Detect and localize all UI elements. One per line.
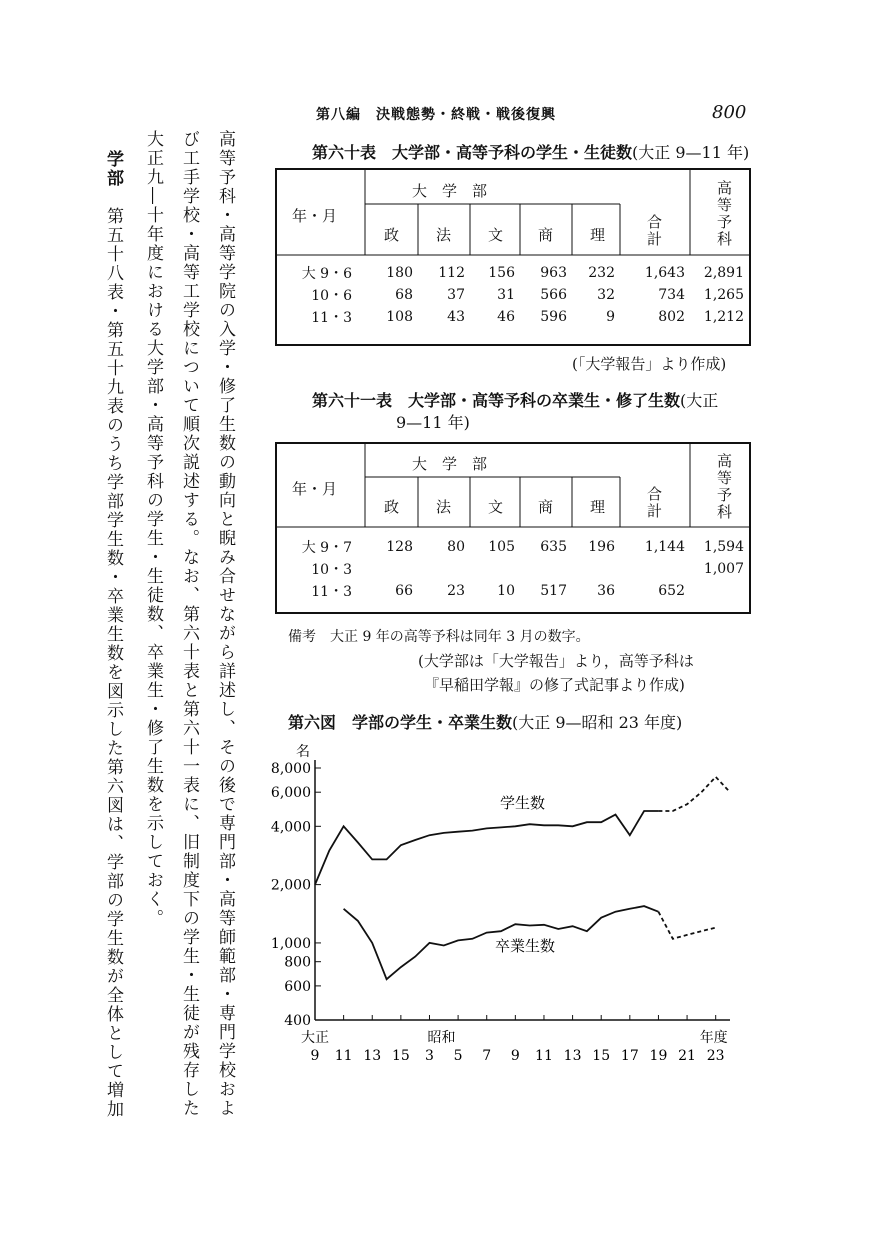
x-tick-label: 13 xyxy=(363,1048,382,1064)
y-tick-label: 2,000 xyxy=(270,877,311,894)
table61-source-line1: (大学部は「大学報告」より，高等予科は xyxy=(418,652,694,670)
table60-title xyxy=(312,140,749,163)
table-cell: 1,594 xyxy=(703,539,744,555)
table60-header-year: 年・月 xyxy=(292,207,338,225)
table-cell: 36 xyxy=(597,583,615,599)
table-cell: 652 xyxy=(658,583,685,599)
y-tick-label: 4,000 xyxy=(270,819,311,836)
table61-header-prep: 高等予科 xyxy=(715,453,733,521)
row-label: 10・3 xyxy=(311,562,352,578)
table60-header-prep: 高等予科 xyxy=(715,180,733,248)
y-tick-label: 400 xyxy=(284,1013,311,1029)
table-cell: 37 xyxy=(447,287,465,303)
table60-col-header: 文 xyxy=(488,226,504,244)
x-tick-label: 7 xyxy=(482,1048,492,1064)
x-tick-label: 3 xyxy=(425,1048,434,1064)
body-column-3 xyxy=(140,130,166,928)
y-tick-label: 800 xyxy=(284,954,311,971)
figure6-title-range: (大正 9—昭和 23 年度) xyxy=(512,713,683,732)
table-cell: 517 xyxy=(540,583,567,599)
table-cell: 566 xyxy=(540,287,567,303)
table60-header-univ: 大 学 部 xyxy=(412,182,488,200)
y-axis-unit-label: 名 xyxy=(296,744,310,760)
row-label: 大 9・6 xyxy=(301,266,352,282)
table61-col-header: 商 xyxy=(538,498,554,516)
x-tick-label: 5 xyxy=(453,1048,463,1064)
y-tick-label: 8,000 xyxy=(270,761,311,777)
body-column-4 xyxy=(100,150,126,1119)
table-cell: 31 xyxy=(497,287,515,303)
table61-col-header: 政 xyxy=(384,498,400,516)
y-tick-label: 1,000 xyxy=(270,935,311,952)
table-cell: 80 xyxy=(447,539,465,555)
series-label-students: 学生数 xyxy=(500,794,546,812)
table61-col-header: 法 xyxy=(436,498,452,516)
figure6-chart xyxy=(260,738,760,1078)
table61-col-header: 文 xyxy=(488,498,504,516)
x-tick-label: 21 xyxy=(678,1048,696,1064)
series-line-students xyxy=(315,811,658,885)
table-cell: 46 xyxy=(497,309,515,325)
x-tick-label: 11 xyxy=(334,1048,353,1064)
table-cell xyxy=(573,558,621,580)
body-column-2 xyxy=(176,130,202,1118)
table60-col-header: 政 xyxy=(384,226,400,244)
x-era-label: 昭和 xyxy=(427,1030,456,1046)
table60-col-header: 理 xyxy=(590,226,606,244)
x-tick-label: 9 xyxy=(510,1048,520,1064)
table-cell xyxy=(471,558,521,580)
series-line-graduates-estimated xyxy=(658,912,715,939)
figure6-title-text: 第六図 学部の学生・卒業生数 xyxy=(288,713,513,732)
table61-header-year: 年・月 xyxy=(292,480,338,498)
x-tick-label: 15 xyxy=(391,1048,410,1064)
series-label-graduates: 卒業生数 xyxy=(495,937,556,955)
table60-col-header: 商 xyxy=(538,226,554,244)
table-cell: 1,265 xyxy=(703,287,744,303)
running-head: 第八編 決戦態勢・終戦・戦後復興 xyxy=(316,107,556,123)
series-line-students-estimated xyxy=(658,777,730,811)
table-cell xyxy=(621,558,691,580)
y-tick-label: 600 xyxy=(284,978,311,995)
table-row xyxy=(278,536,750,558)
table-cell xyxy=(366,558,419,580)
table-cell: 196 xyxy=(588,539,615,555)
table-cell: 156 xyxy=(488,265,515,281)
table-cell: 232 xyxy=(588,265,615,281)
row-label: 大 9・7 xyxy=(301,540,352,556)
table-cell: 66 xyxy=(395,583,413,599)
x-era-label: 大正 xyxy=(301,1030,329,1046)
table61-header-total: 合計 xyxy=(645,486,663,520)
y-tick-label: 6,000 xyxy=(270,785,311,802)
table-cell: 32 xyxy=(597,287,615,303)
table60-header-total: 合計 xyxy=(645,214,663,248)
body-column-1 xyxy=(212,130,238,1118)
table-cell: 963 xyxy=(540,265,567,281)
x-tick-label: 9 xyxy=(310,1048,320,1064)
table61-title-text: 第六十一表 大学部・高等予科の卒業生・修了生数 xyxy=(312,391,681,410)
body-column-text: 高等予科・高等学院の入学・修了生数の動向と睨み合せながら詳述し、その後で専門部・高等師範部・専門学校およ xyxy=(215,130,235,1118)
table-cell: 1,144 xyxy=(644,539,685,555)
table60-title-range: (大正 9—11 年) xyxy=(632,143,750,162)
table-cell: 1,643 xyxy=(644,265,685,281)
table-cell: 112 xyxy=(438,265,465,281)
table60-source: (「大学報告」より作成) xyxy=(572,355,727,373)
table-cell: 23 xyxy=(447,583,465,599)
table-cell: 635 xyxy=(540,539,567,555)
body-column-text: 第五十八表・第五十九表のうち学部学生数・卒業生数を図示した第六図は、学部の学生数が全体として増加 xyxy=(103,188,123,1119)
table60-col-header: 法 xyxy=(436,226,452,244)
table-cell: 180 xyxy=(386,265,413,281)
x-tick-label: 15 xyxy=(592,1048,611,1064)
table-row xyxy=(278,580,750,602)
table61-col-header: 理 xyxy=(590,498,606,516)
body-column-text: 大正九―十年度における大学部・高等予科の学生・生徒数、卒業生・修了生数を示しておく。 xyxy=(143,130,163,928)
table61-note: 備考 大正 9 年の高等予科は同年 3 月の数字。 xyxy=(288,629,590,645)
table-cell: 1,007 xyxy=(703,561,744,577)
table-cell: 108 xyxy=(386,309,413,325)
table-cell xyxy=(521,558,573,580)
section-heading: 学部 xyxy=(103,150,123,188)
table61-title-range: (大正 xyxy=(680,391,719,410)
table61-header-univ: 大 学 部 xyxy=(412,455,488,473)
table-cell: 105 xyxy=(488,539,515,555)
table-cell: 10 xyxy=(497,583,515,599)
table-cell: 734 xyxy=(658,287,685,303)
table-cell: 1,212 xyxy=(703,309,744,325)
body-column-text: び工手学校・高等工学校について順次説述する。なお、第六十表と第六十一表に、旧制度下の学生・生徒が残存した xyxy=(179,130,199,1118)
x-tick-label: 13 xyxy=(563,1048,582,1064)
table-cell: 9 xyxy=(606,309,615,325)
table-cell: 802 xyxy=(658,309,685,325)
table-row xyxy=(278,284,750,306)
table-cell: 2,891 xyxy=(703,265,744,281)
x-tick-label: 17 xyxy=(620,1048,639,1064)
row-label: 10・6 xyxy=(311,288,352,304)
table60-body xyxy=(278,262,750,328)
x-tick-label: 19 xyxy=(649,1048,668,1064)
table-cell: 43 xyxy=(447,309,465,325)
table-cell xyxy=(691,580,750,602)
table61-title-line2: 9—11 年) xyxy=(396,413,470,432)
table-cell: 68 xyxy=(395,287,413,303)
table-cell: 128 xyxy=(386,539,413,555)
x-axis-label: 年度 xyxy=(699,1030,728,1046)
table60-title-text: 第六十表 大学部・高等予科の学生・生徒数 xyxy=(312,143,633,162)
table-cell: 596 xyxy=(540,309,567,325)
figure6-title xyxy=(288,710,682,733)
x-tick-label: 23 xyxy=(706,1048,725,1064)
table-row xyxy=(278,306,750,328)
table61-source-line2: 『早稲田学報』の修了式記事より作成) xyxy=(424,676,685,694)
table-row xyxy=(278,558,750,580)
page-number: 800 xyxy=(712,102,747,123)
row-label: 11・3 xyxy=(311,584,352,600)
x-tick-label: 11 xyxy=(535,1048,553,1064)
table-row xyxy=(278,262,750,284)
table-cell xyxy=(419,558,471,580)
table61-body xyxy=(278,536,750,602)
row-label: 11・3 xyxy=(311,310,352,326)
table61-title xyxy=(312,388,718,411)
